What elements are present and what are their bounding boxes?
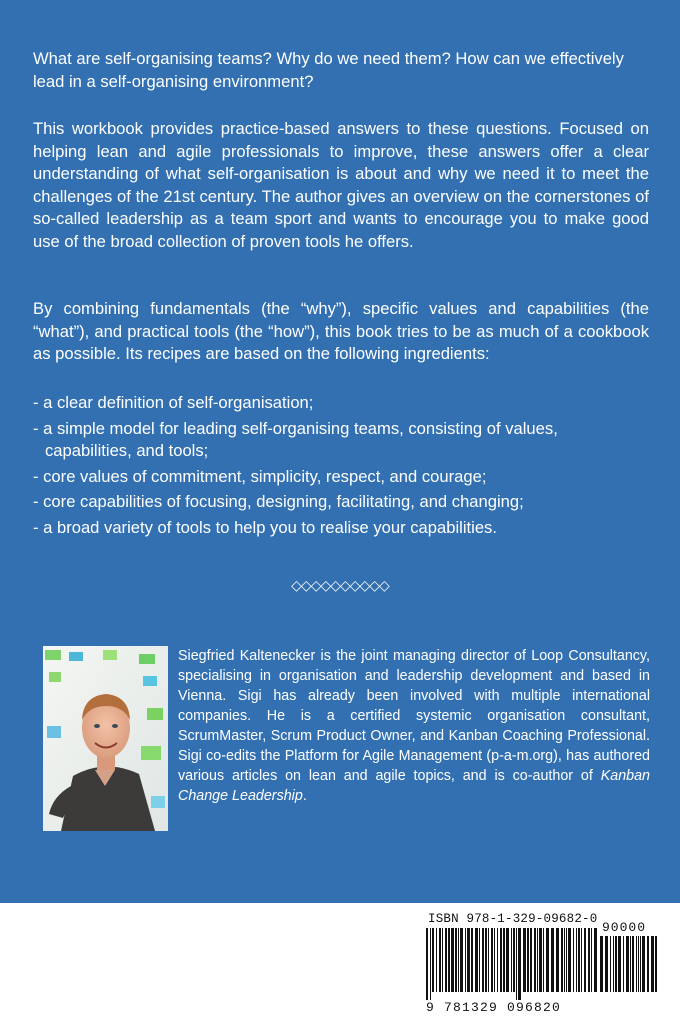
barcode-bar bbox=[638, 936, 639, 992]
list-item: - core capabilities of focusing, designing, facilitating, and changing; bbox=[33, 492, 524, 512]
barcode-bar bbox=[494, 928, 495, 992]
barcode-bar bbox=[439, 928, 441, 992]
barcode-bar bbox=[426, 928, 428, 1000]
barcode-bar bbox=[561, 928, 563, 992]
cookbook-description: By combining fundamentals (the “why”), specific values and capabilities (the “what”), and practical tools (the “how”), this book tries to be as much of a cookbook as possible. Its recipes are based on the following ingredients: bbox=[33, 299, 649, 364]
barcode-bar bbox=[588, 928, 590, 992]
list-item: - a clear definition of self-organisation; bbox=[33, 393, 314, 412]
barcode-bar bbox=[584, 928, 586, 992]
barcode-bar bbox=[573, 928, 574, 992]
barcode-bar bbox=[655, 936, 657, 992]
barcode-bar bbox=[566, 928, 567, 992]
barcode-bar bbox=[537, 928, 538, 992]
barcode-bar bbox=[430, 928, 431, 1000]
barcode-bar bbox=[610, 936, 611, 992]
barcode-bar bbox=[491, 928, 493, 992]
barcode-bar bbox=[503, 928, 505, 992]
barcode-bar bbox=[506, 928, 509, 992]
intro-questions: What are self-organising teams? Why do we need them? How can we effectively lead in a self-organising environment? bbox=[33, 49, 624, 91]
barcode-bar bbox=[475, 928, 478, 992]
barcode-bar bbox=[467, 928, 470, 992]
list-item: - core values of commitment, simplicity, respect, and courage; bbox=[33, 466, 487, 486]
barcode-bar bbox=[626, 936, 629, 992]
book-title: Kanban Change Leadership bbox=[178, 768, 650, 804]
barcode-bar bbox=[436, 928, 437, 992]
list-item: - a simple model for leading self-organising teams, consisting of values, capabilities, and tools; bbox=[33, 418, 558, 461]
barcode-bar bbox=[591, 928, 592, 992]
barcode-bar bbox=[623, 936, 624, 992]
barcode-bar bbox=[632, 936, 634, 992]
isbn-barcode bbox=[404, 906, 666, 1016]
barcode-bar bbox=[479, 928, 480, 992]
barcode-bar bbox=[543, 928, 544, 992]
barcode-bar bbox=[605, 936, 608, 992]
barcode-bar bbox=[613, 936, 614, 992]
barcode-bar bbox=[448, 928, 450, 992]
barcode-bar bbox=[630, 936, 631, 992]
barcode-bar bbox=[518, 928, 521, 1000]
barcode-bar bbox=[564, 928, 565, 992]
barcode-bar bbox=[636, 936, 637, 992]
barcode-bar bbox=[527, 928, 529, 992]
barcode-bar bbox=[556, 928, 559, 992]
barcode-bar bbox=[568, 928, 571, 992]
barcode-bar bbox=[546, 928, 549, 992]
barcode-bar bbox=[647, 936, 649, 992]
barcode-bar bbox=[488, 928, 489, 992]
barcode-bar bbox=[511, 928, 512, 992]
barcode-bar bbox=[442, 928, 443, 992]
barcode-bar bbox=[618, 936, 621, 992]
barcode-bar bbox=[642, 936, 645, 992]
barcode-bar bbox=[539, 928, 542, 992]
list-item: - a broad variety of tools to help you to realise your capabilities. bbox=[33, 517, 497, 537]
barcode-bar bbox=[594, 928, 597, 992]
barcode-bar bbox=[516, 928, 517, 1000]
price-addon-number: 90000 bbox=[602, 920, 647, 935]
barcode-bar bbox=[513, 928, 515, 992]
barcode-bar bbox=[465, 928, 466, 992]
barcode-bar bbox=[451, 928, 454, 992]
barcode-bar bbox=[640, 936, 641, 992]
diamond-divider: ◇◇◇◇◇◇◇◇◇◇ bbox=[291, 577, 389, 593]
author-bio: Siegfried Kaltenecker is the joint managing director of Loop Consultancy, specialising in organisation and leadership development and based in Vienna. Sigi has already been involved with multiple international companies. He is a certified systemic organisation consultant, ScrumMaster, Scrum Product Owner, and Kanban Coaching Professional. Sigi co-edits the Platform for Agile Management (p-a-m.org), has authored various articles on lean and agile topics, and is co-author of Kanban Change Leadership. bbox=[178, 648, 650, 804]
barcode-bar bbox=[578, 928, 580, 992]
barcode-bar bbox=[600, 936, 603, 992]
barcode-bar bbox=[530, 928, 532, 992]
addon-bars bbox=[600, 936, 658, 1000]
ingredients-list bbox=[33, 392, 649, 543]
barcode-bar bbox=[651, 936, 654, 992]
barcode-bar bbox=[500, 928, 502, 992]
barcode-bar bbox=[523, 928, 526, 992]
barcode-bar bbox=[497, 928, 498, 992]
barcode-bar bbox=[576, 928, 577, 992]
ean-number: 9 781329 096820 bbox=[426, 1000, 562, 1015]
barcode-bar bbox=[471, 928, 473, 992]
barcode-bar bbox=[458, 928, 459, 992]
ean-bars bbox=[426, 928, 598, 1000]
workbook-description: This workbook provides practice-based answers to these questions. Focused on helping lean and agile professionals to improve, these answers offer a clear understanding of what self-organisation is about and why we need it to meet the challenges of the 21st century. The author gives an overview on the cornerstones of so-called leadership as a team sport and wants to encourage you to make good use of the broad collection of proven tools he offers. bbox=[33, 119, 649, 251]
barcode-bar bbox=[485, 928, 487, 992]
barcode-bar bbox=[482, 928, 484, 992]
barcode-bar bbox=[615, 936, 617, 992]
barcode-bar bbox=[432, 928, 434, 992]
barcode-bar bbox=[534, 928, 536, 992]
barcode-bar bbox=[455, 928, 457, 992]
barcode-bar bbox=[445, 928, 447, 992]
barcode-bar bbox=[460, 928, 463, 992]
barcode-bar bbox=[581, 928, 582, 992]
isbn-label: ISBN 978-1-329-09682-0 bbox=[428, 912, 598, 926]
author-photo bbox=[43, 646, 168, 831]
barcode-bar bbox=[551, 928, 554, 992]
